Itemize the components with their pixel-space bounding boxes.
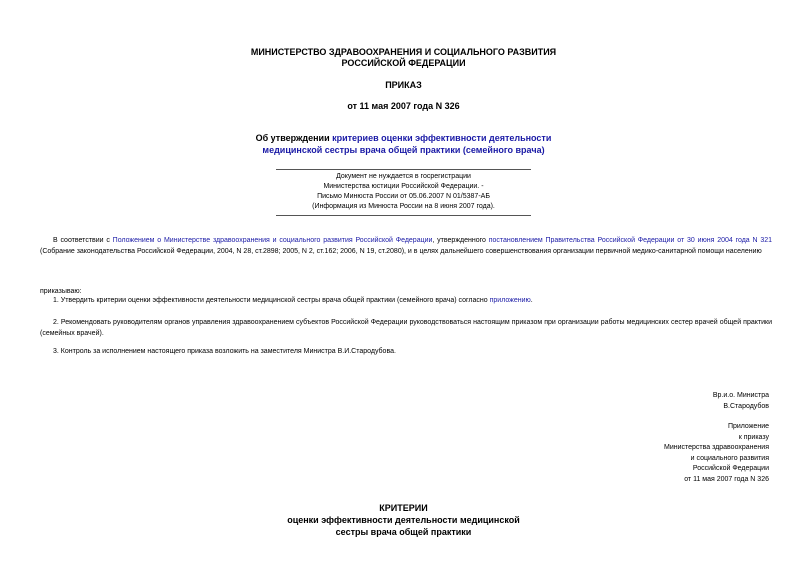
appendix-line-2: к приказу bbox=[738, 433, 769, 441]
appendix-line-4: и социального развития bbox=[690, 454, 769, 462]
document-title bbox=[0, 132, 807, 156]
criteria-heading bbox=[0, 502, 807, 538]
criteria-line-1: КРИТЕРИИ bbox=[379, 503, 428, 513]
title-prefix: Об утверждении bbox=[255, 133, 333, 143]
ministry-line-2: РОССИЙСКОЙ ФЕДЕРАЦИИ bbox=[341, 58, 466, 68]
doc-type: ПРИКАЗ bbox=[385, 80, 422, 90]
order-item-3: 3. Контроль за исполнением настоящего приказа возложить на заместителя Министра В.И.Стародубова. bbox=[53, 348, 396, 355]
preamble-paragraph: В соответствии с Положением о Министерстве здравоохранения и социального развития Российской Федерации, утвержденного постановлением Правительства Российской Федерации от 30 июня 2004 года N 321 (Собрание законодательства Российской Федерации, 2004, N 28, ст.2898; 2005, N 2, ст.162; 2006, N 19, ст.2080), и в целях дальнейшего совершенствования организации первичной медико-санитарной помощи населению bbox=[40, 237, 773, 255]
ministry-title bbox=[0, 47, 807, 69]
signature-name: В.Стародубов bbox=[723, 402, 769, 410]
notice-line-1: Документ не нуждается в госрегистрации bbox=[336, 173, 471, 180]
notice-line-2: Министерства юстиции Российской Федерации. - bbox=[323, 183, 484, 190]
title-link-line-2[interactable]: медицинской сестры врача общей практики (семейного врача) bbox=[262, 145, 545, 155]
appendix-line-5: Российской Федерации bbox=[692, 465, 769, 472]
appendix-link[interactable]: приложению bbox=[489, 297, 531, 304]
order-word: приказываю: bbox=[40, 288, 82, 295]
criteria-line-3: сестры врача общей практики bbox=[335, 527, 472, 537]
appendix-line-1: Приложение bbox=[727, 423, 769, 430]
government-decree-link[interactable]: постановлением Правительства Российской Федерации от 30 июня 2004 года N 321 bbox=[488, 237, 773, 244]
appendix-block bbox=[664, 422, 769, 485]
doc-date: от 11 мая 2007 года N 326 bbox=[347, 101, 460, 111]
notice-bottom-rule bbox=[276, 215, 531, 216]
appendix-line-6: от 11 мая 2007 года N 326 bbox=[684, 475, 769, 483]
order-item-1: 1. Утвердить критерии оценки эффективности деятельности медицинской сестры врача общей практики (семейного врача) согласно приложению. bbox=[53, 297, 533, 304]
notice-line-4: (Информация из Минюста России на 8 июня 2007 года). bbox=[312, 203, 495, 210]
criteria-line-2: оценки эффективности деятельности медицинской bbox=[287, 515, 520, 525]
title-link-line-1[interactable]: критериев оценки эффективности деятельности bbox=[332, 133, 552, 143]
notice-line-3: Письмо Минюста России от 05.06.2007 N 01/5387-АБ bbox=[317, 193, 490, 200]
notice-top-rule bbox=[276, 169, 531, 170]
regulation-link[interactable]: Положением о Министерстве здравоохранения и социального развития Российской Федерации bbox=[112, 237, 433, 244]
signature-position: Вр.и.о. Министра bbox=[712, 392, 769, 399]
appendix-line-3: Министерства здравоохранения bbox=[664, 444, 769, 451]
order-item-2: 2. Рекомендовать руководителям органов управления здравоохранением субъектов Российской Федерации руководствоваться настоящим приказом при организации работы медицинских сестер врачей общей практики (семейных врачей). bbox=[40, 319, 772, 337]
signature-block bbox=[713, 391, 769, 412]
registration-notice bbox=[0, 172, 807, 212]
ministry-line-1: МИНИСТЕРСТВО ЗДРАВООХРАНЕНИЯ И СОЦИАЛЬНОГО РАЗВИТИЯ bbox=[250, 47, 557, 57]
